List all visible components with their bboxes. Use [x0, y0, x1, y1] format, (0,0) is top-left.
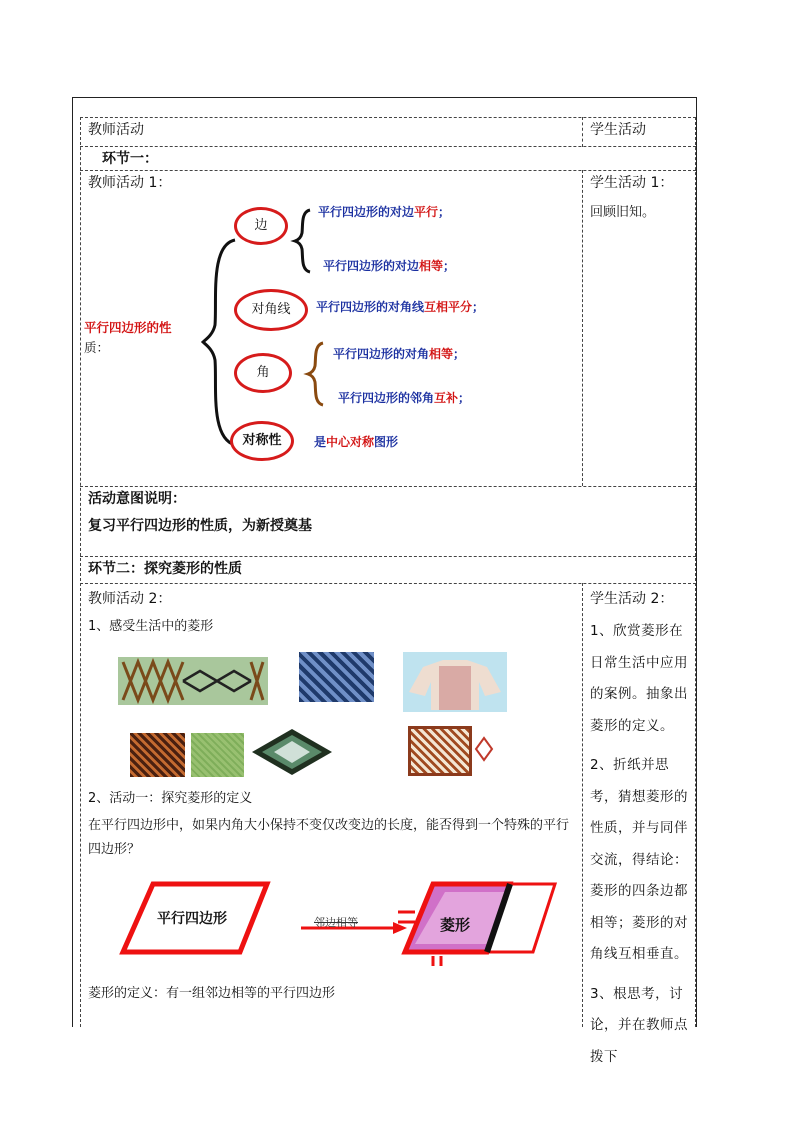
- node-symmetry: [230, 421, 294, 461]
- symmetry-prop: [314, 433, 398, 451]
- angle-prop-1-key: 相等: [429, 347, 454, 361]
- side-prop-2-prefix: 平行四边形的对边: [323, 259, 420, 273]
- column-divider: [582, 117, 583, 147]
- side-prop-2-key: 相等: [419, 259, 444, 273]
- side-prop-1-suffix: ；: [438, 205, 451, 219]
- transform-arrow-head: [393, 922, 407, 934]
- side-prop-2-suffix: ；: [443, 259, 456, 273]
- side-prop-2: [323, 257, 455, 275]
- header-student: 学生活动: [590, 122, 646, 138]
- symmetry-prop-prefix: 是: [314, 435, 327, 449]
- angle-prop-1-suffix: ；: [453, 347, 466, 361]
- column-divider: [80, 117, 81, 1027]
- brown-tile-photo: [130, 733, 185, 777]
- activity2-student-title: 学生活动 2：: [590, 591, 674, 607]
- activity2-student-text: [590, 616, 690, 1081]
- side-prop-1-key: 平行: [414, 205, 439, 219]
- activity2-question: 在平行四边形中，如果内角大小保持不变仅改变边的长度，能否得到一个特殊的平行四边形？: [88, 818, 570, 857]
- column-divider: [695, 117, 696, 1027]
- node-diagonal-label: 对角线: [251, 302, 291, 317]
- column-divider: [582, 583, 583, 1027]
- angle-brace: [308, 343, 323, 405]
- side-brace: [295, 210, 310, 272]
- rhombus-definition: 菱形的定义：有一组邻边相等的平行四边形: [88, 986, 336, 1001]
- root-label-line1: 平行四边形的性: [84, 320, 172, 335]
- diagonal-prop-suffix: ；: [472, 300, 485, 314]
- sweater-photo: [403, 652, 507, 712]
- side-prop-1: [318, 203, 450, 221]
- diagonal-prop-prefix: 平行四边形的对角线: [316, 300, 425, 314]
- angle-prop-2-prefix: 平行四边形的邻角: [338, 391, 435, 405]
- side-prop-1-prefix: 平行四边形的对边: [318, 205, 415, 219]
- symmetry-prop-key: 中心对称: [326, 435, 375, 449]
- activity2-item2: 2、活动一：探究菱形的定义: [88, 791, 253, 806]
- diagonal-prop-key: 互相平分: [424, 300, 473, 314]
- diamond-fabric-photo: [299, 652, 374, 702]
- parallelogram-label: 平行四边形: [157, 911, 227, 927]
- row-divider: [80, 556, 696, 557]
- rhombus-label: 菱形: [440, 916, 471, 934]
- column-divider: [582, 170, 583, 486]
- header-teacher: 教师活动: [88, 122, 144, 138]
- row-divider: [80, 583, 696, 584]
- student-para-1: 1、欣赏菱形在日常生活中应用的案例。抽象出菱形的定义。: [590, 623, 688, 734]
- lattice-door-photo: [408, 726, 472, 776]
- node-diagonal: [234, 289, 308, 331]
- symmetry-prop-suffix: 图形: [374, 435, 399, 449]
- activity1-student-title: 学生活动 1：: [590, 175, 674, 191]
- node-angle: [234, 353, 292, 393]
- angle-prop-1-prefix: 平行四边形的对角: [333, 347, 430, 361]
- angle-prop-2-suffix: ；: [458, 391, 471, 405]
- intent-text: 复习平行四边形的性质，为新授奠基: [88, 518, 312, 534]
- step2-label: 环节二：探究菱形的性质: [88, 561, 242, 577]
- angle-prop-2: [338, 389, 470, 407]
- root-label-line2: 质：: [84, 340, 110, 355]
- step1-label: 环节一：: [102, 151, 158, 167]
- main-brace: [203, 240, 235, 445]
- activity1-teacher-title: 教师活动 1：: [88, 175, 172, 191]
- node-side: [234, 207, 288, 245]
- activity1-student-text: 回顾旧知。: [590, 205, 656, 220]
- activity2-item1: 1、感受生活中的菱形: [88, 619, 214, 634]
- intent-title: 活动意图说明：: [88, 491, 186, 507]
- diagonal-prop: [316, 298, 484, 316]
- framed-diamond-photo: [250, 727, 334, 777]
- student-para-3: 3、根思考，讨论，并在教师点拨下: [590, 985, 688, 1065]
- green-tile-photo: [191, 733, 244, 777]
- node-side-label: 边: [254, 218, 268, 233]
- lattice-gate-photo: [118, 657, 268, 705]
- row-divider: [80, 146, 696, 147]
- angle-prop-2-key: 互补: [434, 391, 459, 405]
- arrow-label: 邻边相等: [314, 916, 358, 929]
- activity2-teacher-title: 教师活动 2：: [88, 591, 172, 607]
- small-rhombus-icon: [474, 736, 494, 762]
- angle-prop-1: [333, 345, 465, 363]
- node-angle-label: 角: [256, 365, 270, 380]
- row-divider: [80, 486, 696, 487]
- table-border-top: [80, 117, 696, 118]
- row-divider: [80, 170, 696, 171]
- student-para-2: 2、折纸并思考，猜想菱形的性质，并与同伴交流，得结论：菱形的四条边都相等；菱形的对角线互相垂直。: [590, 757, 688, 962]
- node-symmetry-label: 对称性: [242, 433, 282, 448]
